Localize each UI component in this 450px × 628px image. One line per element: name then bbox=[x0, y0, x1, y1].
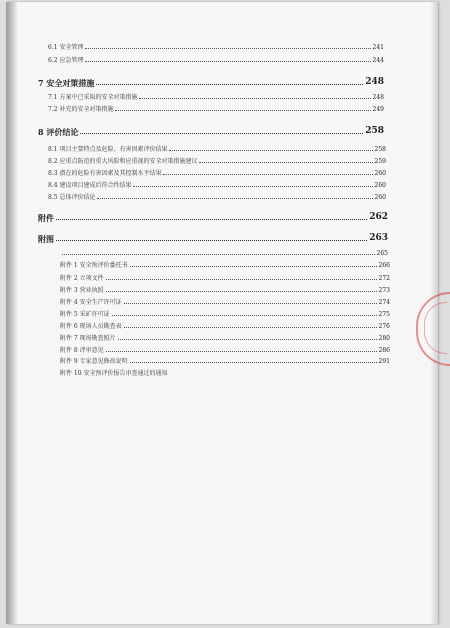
toc-entry[interactable] bbox=[60, 312, 390, 318]
toc-entry[interactable] bbox=[48, 95, 384, 101]
toc-entry-title: 附件 8 评审意见 bbox=[60, 347, 104, 354]
leader-dots bbox=[124, 327, 377, 328]
toc-entry[interactable] bbox=[48, 195, 386, 201]
leader-dots bbox=[118, 339, 377, 340]
leader-dots bbox=[106, 279, 377, 280]
toc-chapter[interactable] bbox=[38, 234, 388, 243]
toc-chapter-page: 262 bbox=[369, 212, 388, 222]
toc-entry[interactable] bbox=[60, 276, 390, 282]
leader-dots bbox=[163, 174, 372, 175]
leader-dots bbox=[56, 219, 367, 220]
toc-entry-page: 244 bbox=[372, 57, 384, 64]
toc-entry-title: 8.4 建设项目建成后符合性结果 bbox=[48, 182, 132, 189]
toc-entry[interactable] bbox=[60, 324, 390, 330]
toc-entry[interactable] bbox=[48, 107, 384, 113]
leader-dots bbox=[130, 362, 377, 363]
toc-chapter[interactable] bbox=[38, 127, 384, 136]
leader-dots bbox=[85, 61, 370, 62]
toc-entry-title: 附件 7 现场勘查照片 bbox=[60, 335, 116, 342]
leader-dots bbox=[62, 254, 375, 255]
toc-entry-title: 7.2 补充的安全对策措施 bbox=[48, 106, 114, 113]
toc-chapter[interactable] bbox=[38, 78, 384, 87]
toc-chapter-page: 263 bbox=[369, 233, 388, 243]
leader-dots bbox=[169, 150, 372, 151]
toc-entry[interactable] bbox=[48, 147, 386, 153]
toc-entry[interactable] bbox=[48, 159, 386, 165]
leader-dots bbox=[106, 351, 377, 352]
toc-entry-title: 6.1 安全管理 bbox=[48, 44, 84, 51]
toc-entry-page: 241 bbox=[372, 44, 384, 51]
toc-entry[interactable] bbox=[48, 45, 384, 51]
toc-entry-title: 附件 4 安全生产许可证 bbox=[60, 299, 122, 306]
leader-dots bbox=[124, 303, 377, 304]
toc-entry[interactable] bbox=[60, 371, 260, 377]
toc-entry[interactable] bbox=[48, 58, 384, 64]
toc-entry[interactable] bbox=[60, 251, 388, 257]
toc-entry-page: 274 bbox=[378, 299, 390, 306]
toc-entry[interactable] bbox=[60, 288, 390, 294]
toc-entry-title: 附件 3 营业执照 bbox=[60, 287, 104, 294]
toc-entry-title: 附件 2 立项文件 bbox=[60, 275, 104, 282]
toc-entry[interactable] bbox=[48, 183, 386, 189]
toc-entry[interactable] bbox=[60, 300, 390, 306]
toc-chapter-page: 248 bbox=[365, 77, 384, 87]
leader-dots bbox=[139, 98, 370, 99]
toc-chapter-title: 附件 bbox=[38, 213, 54, 223]
toc-chapter-title: 附图 bbox=[38, 234, 54, 244]
toc-chapter-title: 7 安全对策措施 bbox=[38, 78, 95, 88]
toc-entry-page: 266 bbox=[378, 262, 390, 269]
toc-chapter-title: 8 评价结论 bbox=[38, 127, 79, 137]
leader-dots bbox=[112, 315, 377, 316]
leader-dots bbox=[96, 84, 363, 85]
toc-entry[interactable] bbox=[60, 359, 390, 365]
toc-entry[interactable] bbox=[60, 336, 390, 342]
toc-entry-page: 260 bbox=[374, 194, 386, 201]
toc-entry-title: 附件 5 采矿许可证 bbox=[60, 311, 110, 318]
leader-dots bbox=[80, 133, 363, 134]
toc-entry-page: 260 bbox=[374, 182, 386, 189]
leader-dots bbox=[85, 48, 370, 49]
toc-entry-page: 248 bbox=[372, 94, 384, 101]
leader-dots bbox=[133, 186, 372, 187]
toc-entry-title: 附件 9 专家意见修改说明 bbox=[60, 358, 128, 365]
toc-entry-title: 附件 1 安全预评价委托书 bbox=[60, 262, 128, 269]
toc-entry-title: 8.2 应重点防范的重大风险和应重视的安全对策措施建议 bbox=[48, 158, 198, 165]
toc-entry-page: 265 bbox=[376, 250, 388, 257]
toc-entry-page: 273 bbox=[378, 287, 390, 294]
toc-entry-title: 8.3 潜在的危险有害因素及其控制水平结果 bbox=[48, 170, 162, 177]
leader-dots bbox=[115, 110, 370, 111]
leader-dots bbox=[97, 198, 372, 199]
toc-entry-page: 272 bbox=[378, 275, 390, 282]
leader-dots bbox=[56, 240, 367, 241]
toc-entry-page: 259 bbox=[374, 158, 386, 165]
toc-entry-page: 291 bbox=[378, 358, 390, 365]
toc-entry-title: 8.5 总体评价结论 bbox=[48, 194, 96, 201]
toc-entry-title: 7.1 方案中已采取的安全对策措施 bbox=[48, 94, 138, 101]
toc-entry[interactable] bbox=[60, 348, 390, 354]
toc-entry-title: 8.1 项目主要特点及危险、有害因素评价结果 bbox=[48, 146, 168, 153]
leader-dots bbox=[199, 162, 372, 163]
toc-entry-page: 249 bbox=[372, 106, 384, 113]
toc-entry[interactable] bbox=[48, 171, 386, 177]
toc-entry-title: 6.2 应急管理 bbox=[48, 57, 84, 64]
leader-dots bbox=[106, 291, 377, 292]
toc-entry-page: 275 bbox=[378, 311, 390, 318]
document-page bbox=[6, 2, 438, 624]
toc-entry-page: 276 bbox=[378, 323, 390, 330]
leader-dots bbox=[130, 266, 377, 267]
toc-entry-page: 286 bbox=[378, 347, 390, 354]
toc-entry[interactable] bbox=[60, 263, 390, 269]
toc-chapter[interactable] bbox=[38, 213, 388, 222]
toc-entry-page: 258 bbox=[374, 146, 386, 153]
toc-chapter-page: 258 bbox=[365, 126, 384, 136]
toc-entry-title: 附件 10 安全预评价报告审查通过的通知 bbox=[60, 370, 168, 377]
toc-entry-page: 280 bbox=[378, 335, 390, 342]
table-of-contents bbox=[6, 2, 438, 624]
toc-entry-title: 附件 6 现场人员勘查表 bbox=[60, 323, 122, 330]
toc-entry-page: 260 bbox=[374, 170, 386, 177]
